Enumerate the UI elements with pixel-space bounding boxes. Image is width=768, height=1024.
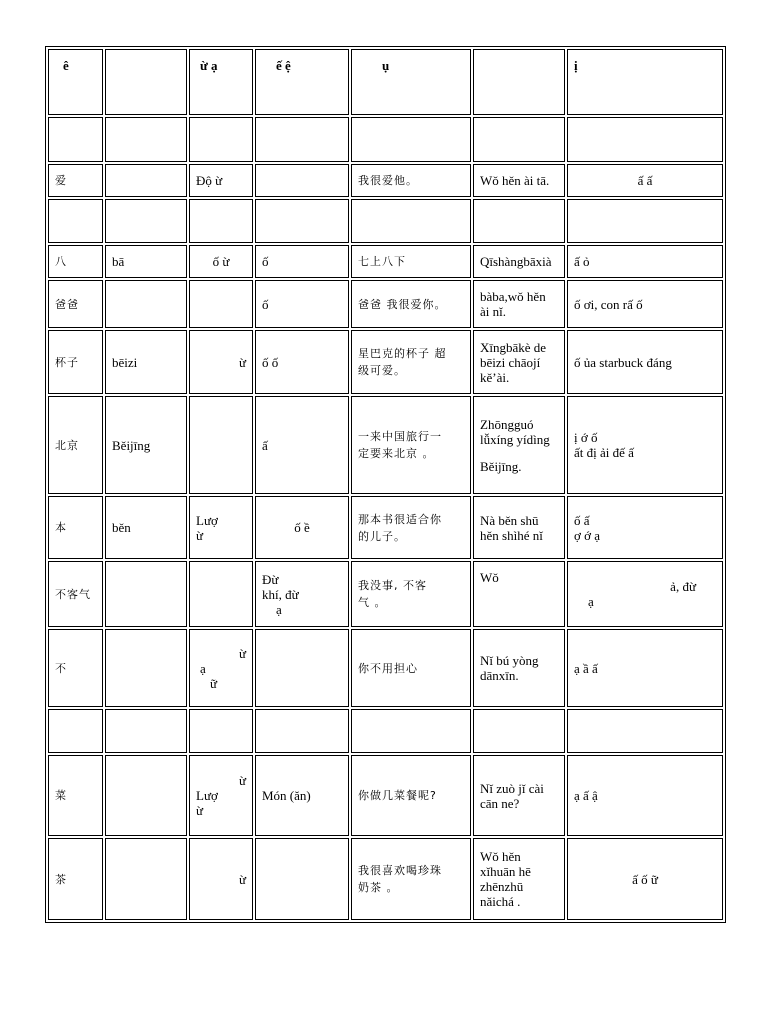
type-cell: ừ <box>189 838 253 920</box>
hanzi-cell: 不客气 <box>48 561 103 627</box>
text-line: 气 。 <box>358 596 387 609</box>
header-cell: ừ ạ <box>189 49 253 115</box>
text-line: dānxīn. <box>480 668 519 683</box>
text-line: 奶茶 。 <box>358 881 399 894</box>
header-cell: ụ <box>351 49 471 115</box>
pinyin-cell <box>105 709 187 753</box>
translation-cell <box>567 709 723 753</box>
meaning-cell <box>255 629 349 707</box>
text-line: Nà běn shū <box>480 512 539 528</box>
pinyin-cell: Běijīng <box>105 396 187 494</box>
text-line: nǎichá . <box>480 894 521 909</box>
type-cell: ố ừ <box>189 245 253 278</box>
table-row <box>48 496 723 559</box>
text-line: Wǒ hěn <box>480 849 521 864</box>
pinyin-cell: běn <box>105 496 187 559</box>
pinyin-cell <box>105 199 187 243</box>
sentence-cell <box>351 496 471 559</box>
table-row <box>48 561 723 627</box>
translation-cell <box>567 496 723 559</box>
type-cell <box>189 199 253 243</box>
sentence-pinyin-cell <box>473 396 565 494</box>
hanzi-cell <box>48 117 103 162</box>
text-line: ài nǐ. <box>480 304 506 319</box>
text-line: ừ <box>238 773 246 788</box>
hanzi-cell <box>48 199 103 243</box>
sentence-pinyin-cell <box>473 330 565 394</box>
table-row <box>48 709 723 753</box>
sentence-cell: 你做几菜餐呢? <box>351 755 471 836</box>
sentence-cell: 七上八下 <box>351 245 471 278</box>
table-row <box>48 838 723 920</box>
text-line: Nǐ bú yòng <box>480 653 539 668</box>
header-cell: ế ệ <box>255 49 349 115</box>
hanzi-cell: 爸爸 <box>48 280 103 328</box>
sentence-pinyin-cell <box>473 117 565 162</box>
text-line: Đừ <box>262 571 279 587</box>
meaning-cell: ố <box>255 280 349 328</box>
sentence-pinyin-cell <box>473 629 565 707</box>
meaning-cell <box>255 164 349 197</box>
translation-cell <box>567 396 723 494</box>
pinyin-cell <box>105 838 187 920</box>
text-line: Xīngbākè de <box>480 339 547 355</box>
text-line: bēizi chāojí <box>480 354 541 370</box>
meaning-cell <box>255 561 349 627</box>
text-line: 星巴克的杯子 超 <box>358 347 447 360</box>
text-line: ợ ớ ạ <box>574 527 601 543</box>
hanzi-cell: 本 <box>48 496 103 559</box>
meaning-cell: ố ề <box>255 496 349 559</box>
text-line: ữ <box>210 675 218 691</box>
pinyin-cell <box>105 629 187 707</box>
sentence-cell <box>351 199 471 243</box>
header-cell <box>105 49 187 115</box>
text-line: 定要来北京 。 <box>358 447 435 460</box>
sentence-pinyin-cell: Wǒ hěn ài tā. <box>473 164 565 197</box>
text-line: 我很喜欢喝珍珠 <box>358 864 442 877</box>
hanzi-cell: 不 <box>48 629 103 707</box>
table-row <box>48 755 723 836</box>
text-line: ừ <box>196 803 204 818</box>
translation-cell <box>567 199 723 243</box>
text-line: zhēnzhū <box>480 879 524 894</box>
pinyin-cell <box>105 561 187 627</box>
sentence-pinyin-cell <box>473 755 565 836</box>
text-line: ừ <box>238 645 246 661</box>
text-line: hěn shìhé nǐ <box>480 527 543 543</box>
text-line: 一来中国旅行一 <box>358 430 442 443</box>
translation-cell: ấ ỏ <box>567 245 723 278</box>
table-row <box>48 396 723 494</box>
sentence-pinyin-cell <box>473 199 565 243</box>
table-row <box>48 330 723 394</box>
type-cell <box>189 280 253 328</box>
meaning-cell: ố ố <box>255 330 349 394</box>
sentence-cell: 爸爸 我很爱你。 <box>351 280 471 328</box>
hanzi-cell: 茶 <box>48 838 103 920</box>
sentence-pinyin-cell <box>473 280 565 328</box>
meaning-cell <box>255 199 349 243</box>
text-line: ừ <box>196 527 204 543</box>
pinyin-cell <box>105 117 187 162</box>
text-line: xǐhuān hē <box>480 864 531 879</box>
translation-cell <box>567 561 723 627</box>
text-line: 级可爱。 <box>358 364 406 377</box>
header-cell: ị <box>567 49 723 115</box>
pinyin-cell <box>105 280 187 328</box>
table-row <box>48 280 723 328</box>
pinyin-cell: bā <box>105 245 187 278</box>
type-cell <box>189 629 253 707</box>
translation-cell: ạ ầ ấ <box>567 629 723 707</box>
sentence-pinyin-cell <box>473 838 565 920</box>
pinyin-cell: bēizi <box>105 330 187 394</box>
text-line: cān ne? <box>480 795 520 811</box>
table-row <box>48 117 723 162</box>
type-cell <box>189 561 253 627</box>
sentence-pinyin-cell: Wǒ <box>473 561 565 627</box>
sentence-pinyin-cell: Qīshàngbāxià <box>473 245 565 278</box>
vocabulary-table <box>45 46 726 923</box>
text-line: lǚxíng yídìng <box>480 431 550 447</box>
sentence-cell <box>351 561 471 627</box>
text-line: Lượ <box>196 788 218 803</box>
type-cell <box>189 755 253 836</box>
translation-cell: ố ơi, con rấ ố <box>567 280 723 328</box>
text-line: Běijīng. <box>480 458 522 474</box>
text-line: ị ớ ố <box>574 430 598 445</box>
text-line: ả, đừ <box>670 579 696 594</box>
hanzi-cell: 杯子 <box>48 330 103 394</box>
text-line: kěʼài. <box>480 369 510 385</box>
table-header-row <box>48 49 723 115</box>
table-row <box>48 629 723 707</box>
translation-cell: ấ ố ữ <box>567 838 723 920</box>
text-line: 那本书很适合你 <box>358 512 442 526</box>
text-line: ạ <box>276 601 282 617</box>
header-cell <box>473 49 565 115</box>
type-cell <box>189 496 253 559</box>
sentence-cell: 你不用担心 <box>351 629 471 707</box>
sentence-cell <box>351 396 471 494</box>
text-line: khí, đừ <box>262 586 299 602</box>
text-line: 我没事, 不客 <box>358 579 427 592</box>
meaning-cell <box>255 117 349 162</box>
text-line: Lượ <box>196 512 218 528</box>
text-line: bàba,wǒ hěn <box>480 289 546 304</box>
meaning-cell: ấ <box>255 396 349 494</box>
pinyin-cell <box>105 164 187 197</box>
text-line: Zhōngguó <box>480 416 534 432</box>
sentence-cell <box>351 117 471 162</box>
hanzi-cell <box>48 709 103 753</box>
sentence-cell <box>351 838 471 920</box>
meaning-cell <box>255 838 349 920</box>
table-row <box>48 164 723 197</box>
text-line: ố ấ <box>574 512 590 528</box>
translation-cell: ạ ấ ậ <box>567 755 723 836</box>
type-cell <box>189 709 253 753</box>
table-row <box>48 199 723 243</box>
translation-cell: ấ ấ <box>567 164 723 197</box>
pinyin-cell <box>105 755 187 836</box>
translation-cell: ố ủa starbuck đáng <box>567 330 723 394</box>
hanzi-cell: 菜 <box>48 755 103 836</box>
sentence-pinyin-cell <box>473 496 565 559</box>
type-cell: ừ <box>189 330 253 394</box>
type-cell <box>189 117 253 162</box>
sentence-pinyin-cell <box>473 709 565 753</box>
sentence-cell: 我很爱他。 <box>351 164 471 197</box>
text-line: ạ <box>588 594 594 609</box>
header-cell: ê <box>48 49 103 115</box>
type-cell: Độ ừ <box>189 164 253 197</box>
hanzi-cell: 八 <box>48 245 103 278</box>
meaning-cell <box>255 709 349 753</box>
text-line: ất đị ải đế ấ <box>574 445 634 460</box>
sentence-cell <box>351 709 471 753</box>
meaning-cell: Món (ăn) <box>255 755 349 836</box>
type-cell <box>189 396 253 494</box>
table-row <box>48 245 723 278</box>
text-line: 的儿子。 <box>358 529 406 543</box>
hanzi-cell: 北京 <box>48 396 103 494</box>
text-line: Nǐ zuò jǐ cài <box>480 780 544 796</box>
hanzi-cell: 爱 <box>48 164 103 197</box>
meaning-cell: ố <box>255 245 349 278</box>
text-line: ạ <box>200 660 206 676</box>
sentence-cell <box>351 330 471 394</box>
translation-cell <box>567 117 723 162</box>
